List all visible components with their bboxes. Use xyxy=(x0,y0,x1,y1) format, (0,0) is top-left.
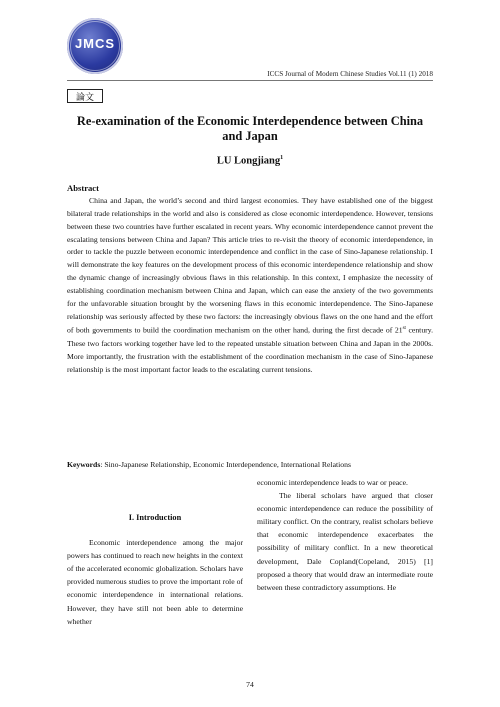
abstract-ordinal-sup: st xyxy=(402,326,406,332)
author xyxy=(0,155,500,167)
paragraph: Economic interdependence among the major powers has continued to reach new heights in the context of the accelerated economic globalization. Scholars have provided numerous studies to prove the important role of economic interdependence in international relations. However, they have still not been able to determine whether xyxy=(67,538,243,626)
journal-header: ICCS Journal of Modern Chinese Studies Vol.11 (1) 2018 xyxy=(267,70,433,78)
left-column xyxy=(67,476,243,628)
section-heading: I. Introduction xyxy=(128,513,182,522)
keywords-label: Keywords xyxy=(67,460,101,469)
abstract-heading: Abstract xyxy=(67,183,99,193)
journal-logo xyxy=(67,18,123,74)
article-title: Re-examination of the Economic Interdependence between China and Japan xyxy=(76,114,424,143)
author-name: LU Longjiang xyxy=(216,155,281,167)
author-footnote-mark: 1 xyxy=(280,155,284,161)
article-type-tag: 論文 xyxy=(67,89,103,103)
abstract-body-2: century. These two factors working together have led to the repeated unstable situation between China and Japan in the 2000s. More importantly, the frustration with the establishment of the coordination mechanism in the case of Sino-Japanese relationship is the most important factor leads to the escalating current tensions. xyxy=(67,326,433,374)
page-number: 74 xyxy=(246,680,254,689)
header-rule xyxy=(67,80,433,81)
logo-text: JMCS xyxy=(74,36,116,51)
keywords-text: : Sino-Japanese Relationship, Economic Interdependence, International Relations xyxy=(100,460,351,469)
abstract-text xyxy=(67,195,433,376)
keywords xyxy=(67,460,433,469)
paragraph: The liberal scholars have argued that closer economic interdependence can reduce the possibility of military conflict. On the contrary, realist scholars believe that economic interdependence exacerbates the possibility of military conflict. In a new theoretical development, Dale Copland(Copeland, 2015) [1] proposed a theory that would draw an intermediate route between these contradictory assumptions. He xyxy=(257,491,433,592)
paragraph-continuation: economic interdependence leads to war or peace. xyxy=(257,478,408,487)
abstract-body-1: China and Japan, the world’s second and third largest economies. They have established one of the biggest bilateral trade relationships in the world and also is considered as close economic interdependence. However, tensions between these two countries have further escalated in recent years. Why economic interdependence cannot prevent the escalating tensions between China and Japan? This article tries to re-visit the theory of economic interdependence, in order to tackle the puzzle between economic interdependence and conflict in the case of Sino-Japanese relationship. I will demonstrate the key features on the development process of this economic interdependence relationship and show the dynamic change of increasingly obvious flaws in this relationship. In this context, I emphasize the necessity of establishing coordination mechanism between China and Japan, which can ease the anxiety of the two governments for the unfavorable situation brought by the worsening flaws in this economic interdependence. The Sino-Japanese relationship was seriously affected by these two factors: the increasingly obvious flaws on the one hand and the effort of both governments to build the coordination mechanism on the other hand, during the first decade of 21 xyxy=(67,196,433,335)
right-column xyxy=(257,476,433,594)
